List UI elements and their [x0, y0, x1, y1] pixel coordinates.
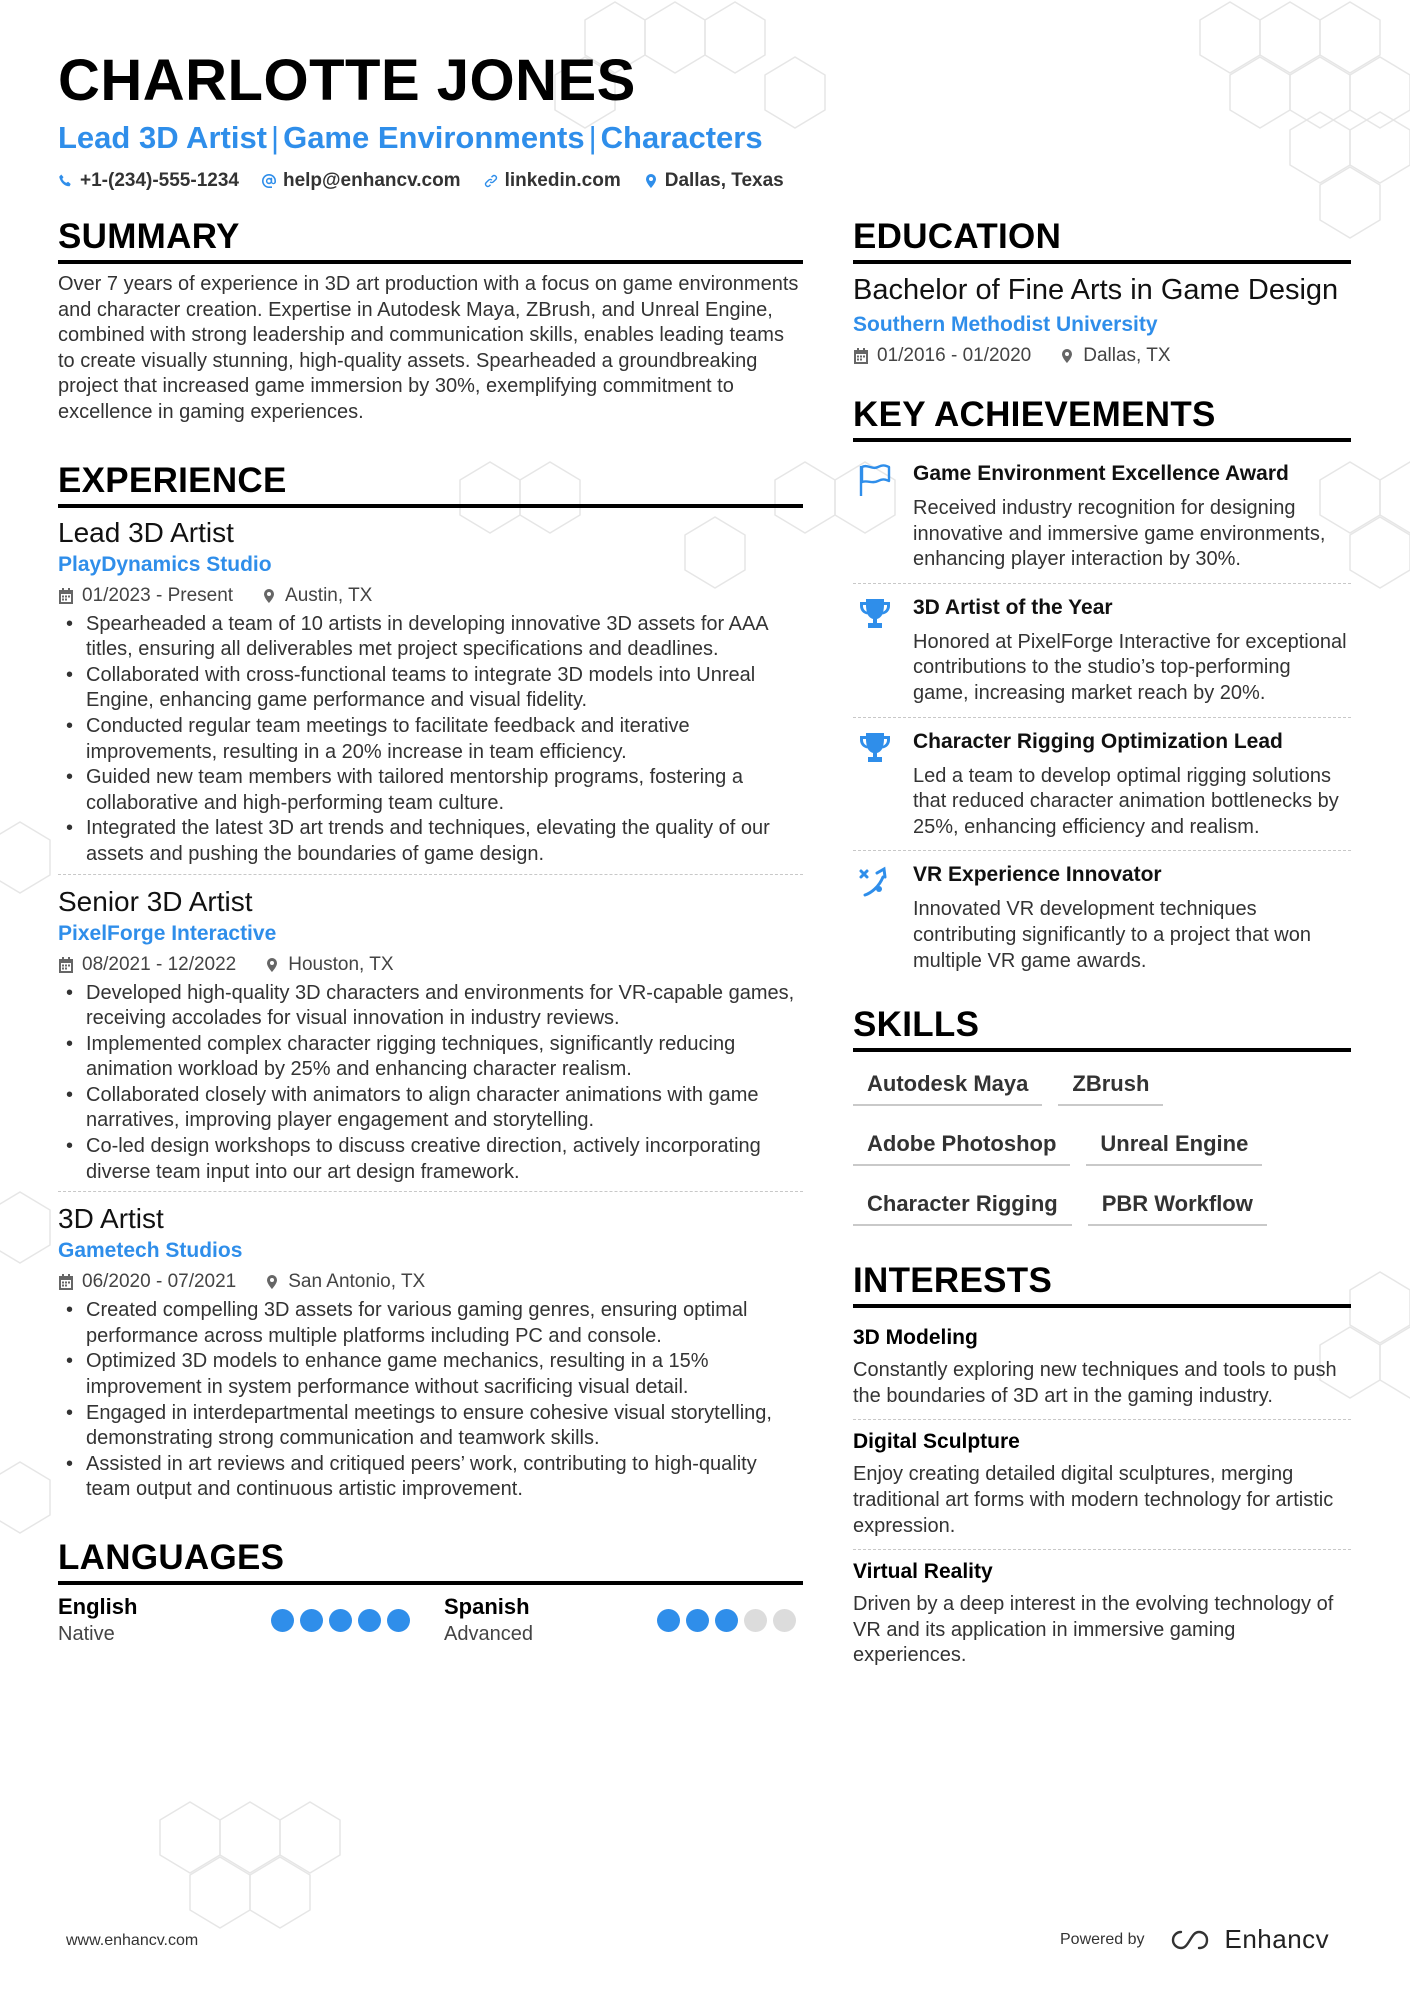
company-name[interactable]: PixelForge Interactive	[58, 921, 277, 945]
interest-item	[853, 1316, 1351, 1419]
job-role: Senior 3D Artist	[58, 885, 253, 917]
job-bullets	[58, 981, 803, 1186]
skills-list	[853, 1060, 1351, 1226]
achievement-item	[853, 850, 1351, 984]
phone-text: +1-(234)-555-1234	[80, 170, 239, 191]
title-separator: |	[588, 120, 597, 155]
job-dates	[58, 951, 236, 979]
summary-text: Over 7 years of experience in 3D art production with a focus on game environments and character creation. Expertise in Autodesk Maya, ZBrush, and Unreal Engine, combined with strong leadership and communication skills, enables leading teams to create visually stunning, high-quality assets. Spearheaded a groundbreaking project that increased game immersion by 30%, exemplifying commitment to excellence in gaming experiences.	[58, 273, 799, 423]
achievement-icon-wrap	[853, 728, 897, 841]
job-location	[264, 1268, 425, 1296]
language-item	[58, 1593, 410, 1647]
language-rating	[657, 1609, 796, 1632]
right-column	[853, 216, 1351, 1679]
email-text: help@enhancv.com	[282, 170, 461, 191]
phone-icon	[58, 173, 74, 189]
degree-title: Bachelor of Fine Arts in Game Design	[853, 274, 1339, 306]
interest-item	[853, 1419, 1351, 1549]
rating-dot-filled	[715, 1609, 738, 1632]
job-dates	[58, 582, 233, 610]
achievement-desc: Innovated VR development techniques contributing significantly to a project that won multiple VR game awards.	[913, 898, 1311, 972]
language-name: English	[58, 1594, 138, 1619]
skill-tag: ZBrush	[1058, 1060, 1163, 1106]
location-text: Dallas, TX	[1083, 345, 1171, 366]
bullet-item: • Collaborated with cross-functional teams to integrate 3D models into Unreal Engine, enhancing game performance and visual fidelity.	[58, 663, 803, 714]
rating-dot-empty	[744, 1609, 767, 1632]
interest-title: 3D Modeling	[853, 1326, 978, 1350]
section-heading: KEY ACHIEVEMENTS	[853, 394, 1351, 442]
bullet-item: • Conducted regular team meetings to facilitate feedback and iterative improvements, resulting in a 20% increase in team efficiency.	[58, 714, 803, 765]
contact-email[interactable]	[261, 170, 461, 192]
education-meta	[853, 342, 1351, 370]
bullet-item: • Collaborated closely with animators to align character animations with game narratives, improving player engagement and storytelling.	[58, 1083, 803, 1134]
achievement-icon-wrap	[853, 861, 897, 974]
job-dates	[58, 1268, 236, 1296]
trophy-icon	[857, 730, 893, 766]
language-name: Spanish	[444, 1594, 530, 1619]
language-level: Native	[58, 1623, 115, 1645]
achievement-desc: Received industry recognition for designing innovative and immersive game environments, enhancing player interaction by 30%.	[913, 497, 1326, 571]
job-bullets	[58, 1298, 803, 1503]
school-name[interactable]: Southern Methodist University	[853, 313, 1158, 336]
title-separator: |	[271, 120, 280, 155]
bullet-item: • Implemented complex character rigging techniques, significantly reducing animation workload by 25% and enhancing character realism.	[58, 1032, 803, 1083]
bullet-item: • Optimized 3D models to enhance game mechanics, resulting in a 15% improvement in system performance without sacrificing visual detail.	[58, 1349, 803, 1400]
location-pin-icon	[264, 957, 280, 973]
bullet-item: • Co-led design workshops to discuss creative direction, actively incorporating diverse team input into our art design framework.	[58, 1134, 803, 1185]
job-meta	[58, 951, 803, 979]
rating-dot-filled	[300, 1609, 323, 1632]
brand-name: Enhancv	[1224, 1924, 1330, 1954]
bullet-item: • Guided new team members with tailored mentorship programs, fostering a collaborative and high-performing team culture.	[58, 765, 803, 816]
footer-branding	[1060, 1924, 1329, 1955]
education-dates	[853, 342, 1031, 370]
left-column	[58, 216, 803, 1647]
achievement-desc: Led a team to develop optimal rigging solutions that reduced character animation bottlenecks by 25%, enhancing efficiency and realism.	[913, 764, 1339, 838]
enhancv-logo-icon	[1169, 1928, 1215, 1952]
rating-dot-filled	[686, 1609, 709, 1632]
strategy-icon	[857, 863, 893, 899]
language-list	[58, 1593, 803, 1647]
job-location	[264, 951, 393, 979]
dates-text: 06/2020 - 07/2021	[82, 1271, 237, 1293]
job-entry	[58, 1191, 803, 1509]
skill-tag: Adobe Photoshop	[853, 1120, 1070, 1166]
at-icon	[261, 173, 277, 189]
section-heading: SKILLS	[853, 1004, 1351, 1052]
interest-item	[853, 1549, 1351, 1679]
company-name[interactable]: PlayDynamics Studio	[58, 552, 272, 576]
rating-dot-filled	[358, 1609, 381, 1632]
job-bullets	[58, 612, 803, 868]
section-heading: INTERESTS	[853, 1260, 1351, 1308]
achievement-title: Character Rigging Optimization Lead	[913, 729, 1283, 753]
rating-dot-empty	[773, 1609, 796, 1632]
experience-section	[58, 460, 803, 1509]
education-section	[853, 216, 1351, 370]
rating-dot-filled	[657, 1609, 680, 1632]
interest-desc: Constantly exploring new techniques and tools to push the boundaries of 3D art in the gaming industry.	[853, 1359, 1337, 1407]
achievement-icon-wrap	[853, 594, 897, 707]
contact-phone[interactable]	[58, 170, 239, 192]
contact-linkedin[interactable]	[483, 170, 621, 192]
bullet-item: • Created compelling 3D assets for various gaming genres, ensuring optimal performance across multiple platforms including PC and console.	[58, 1298, 803, 1349]
location-pin-icon	[1059, 348, 1075, 364]
job-entry	[58, 874, 803, 1192]
job-role: 3D Artist	[58, 1203, 164, 1235]
achievement-icon-wrap	[853, 460, 897, 573]
education-location	[1059, 342, 1170, 370]
bullet-item: • Integrated the latest 3D art trends and techniques, elevating the quality of our assets and pushing the boundaries of game design.	[58, 816, 803, 867]
bullet-item: • Assisted in art reviews and critiqued peers’ work, contributing to high-quality team output and continuous artistic improvement.	[58, 1452, 803, 1503]
calendar-icon	[58, 957, 74, 973]
language-level: Advanced	[444, 1623, 533, 1645]
job-location	[261, 582, 372, 610]
skill-tag: Character Rigging	[853, 1180, 1072, 1226]
candidate-name: CHARLOTTE JONES	[58, 48, 636, 113]
achievement-title: VR Experience Innovator	[913, 863, 1162, 887]
languages-section	[58, 1537, 803, 1647]
calendar-icon	[58, 1274, 74, 1290]
contact-bar	[58, 170, 1358, 192]
skills-section	[853, 1004, 1351, 1226]
skill-tag: Unreal Engine	[1086, 1120, 1262, 1166]
enhancv-logo[interactable]	[1169, 1924, 1330, 1955]
calendar-icon	[58, 588, 74, 604]
link-icon	[483, 173, 499, 189]
job-entry	[58, 516, 803, 874]
footer-website[interactable]: www.enhancv.com	[66, 1932, 199, 1949]
interest-desc: Enjoy creating detailed digital sculptures, merging traditional art forms with modern technology for artistic expression.	[853, 1463, 1334, 1537]
rating-dot-filled	[329, 1609, 352, 1632]
flag-icon	[857, 462, 893, 498]
location-pin-icon	[261, 588, 277, 604]
company-name[interactable]: Gametech Studios	[58, 1239, 243, 1263]
job-meta	[58, 582, 803, 610]
dates-text: 01/2023 - Present	[82, 584, 234, 606]
job-meta	[58, 1268, 803, 1296]
achievement-title: 3D Artist of the Year	[913, 595, 1113, 619]
calendar-icon	[853, 348, 869, 364]
resume-header	[58, 46, 1358, 192]
interest-title: Digital Sculpture	[853, 1430, 1020, 1454]
interest-title: Virtual Reality	[853, 1560, 993, 1584]
dates-text: 01/2016 - 01/2020	[877, 345, 1032, 366]
interest-desc: Driven by a deep interest in the evolving technology of VR and its application in immersive gaming experiences.	[853, 1593, 1334, 1667]
location-text: San Antonio, TX	[288, 1271, 426, 1293]
skill-tag: Autodesk Maya	[853, 1060, 1042, 1106]
language-rating	[271, 1609, 410, 1632]
rating-dot-filled	[387, 1609, 410, 1632]
bullet-item: • Spearheaded a team of 10 artists in developing innovative 3D assets for AAA titles, ensuring all deliverables met project specifications and deadlines.	[58, 612, 803, 663]
linkedin-text: linkedin.com	[504, 170, 621, 191]
section-heading: SUMMARY	[58, 216, 803, 264]
summary-section	[58, 216, 803, 426]
location-pin-icon	[643, 173, 659, 189]
bullet-item: • Engaged in interdepartmental meetings to ensure cohesive visual storytelling, demonstrating strong communication and teamwork skills.	[58, 1401, 803, 1452]
powered-by-text: Powered by	[1060, 1930, 1145, 1948]
job-role: Lead 3D Artist	[58, 516, 234, 548]
location-text: Austin, TX	[285, 584, 373, 606]
title-part: Characters	[600, 120, 763, 155]
location-pin-icon	[264, 1274, 280, 1290]
contact-location	[643, 170, 784, 192]
section-heading: EDUCATION	[853, 216, 1351, 264]
interests-section	[853, 1260, 1351, 1679]
title-part: Game Environments	[283, 120, 585, 155]
bullet-item: • Developed high-quality 3D characters and environments for VR-capable games, receiving accolades for visual innovation in industry reviews.	[58, 981, 803, 1032]
achievement-title: Game Environment Excellence Award	[913, 462, 1289, 485]
achievements-section	[853, 394, 1351, 984]
skill-tag: PBR Workflow	[1088, 1180, 1267, 1226]
achievement-item	[853, 450, 1351, 583]
rating-dot-filled	[271, 1609, 294, 1632]
dates-text: 08/2021 - 12/2022	[82, 953, 237, 975]
language-item	[444, 1593, 796, 1647]
location-text: Dallas, Texas	[664, 170, 784, 191]
location-text: Houston, TX	[288, 953, 394, 975]
achievement-item	[853, 583, 1351, 717]
section-heading: EXPERIENCE	[58, 460, 803, 508]
section-heading: LANGUAGES	[58, 1537, 803, 1585]
achievement-item	[853, 717, 1351, 851]
trophy-icon	[857, 596, 893, 632]
achievement-desc: Honored at PixelForge Interactive for exceptional contributions to the studio’s top-performing game, increasing market reach by 20%.	[913, 630, 1347, 704]
title-part: Lead 3D Artist	[58, 120, 268, 155]
candidate-title	[58, 118, 1358, 158]
